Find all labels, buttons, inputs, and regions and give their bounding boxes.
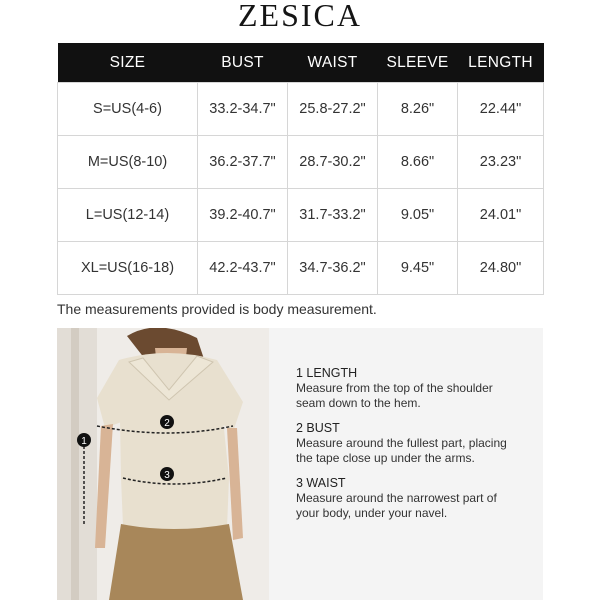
header-sleeve: SLEEVE [378, 43, 458, 83]
guide-title: 2 BUST [296, 421, 340, 435]
guide-text: your body, under your navel. [296, 506, 448, 520]
cell-waist: 25.8-27.2" [288, 83, 378, 136]
guide-text: seam down to the hem. [296, 396, 421, 410]
table-row [58, 189, 544, 242]
skirt [109, 524, 243, 600]
header-length: LENGTH [458, 43, 544, 83]
header-waist: WAIST [288, 43, 378, 83]
cell-size: L=US(12-14) [58, 189, 198, 242]
guide-item-bust [296, 421, 536, 466]
cell-waist: 28.7-30.2" [288, 136, 378, 189]
cell-waist: 34.7-36.2" [288, 242, 378, 295]
measurement-note: The measurements provided is body measurement. [57, 301, 377, 317]
cell-size: S=US(4-6) [58, 83, 198, 136]
guide-item-waist [296, 476, 536, 521]
cell-size: M=US(8-10) [58, 136, 198, 189]
cell-sleeve: 9.05" [378, 189, 458, 242]
guide-text: Measure around the fullest part, placing [296, 436, 507, 450]
model-photo [57, 328, 269, 600]
cell-bust: 36.2-37.7" [198, 136, 288, 189]
guide-item-length [296, 366, 536, 411]
cell-length: 24.80" [458, 242, 544, 295]
guide-text: Measure around the narrowest part of [296, 491, 497, 505]
guide-text: the tape close up under the arms. [296, 451, 475, 465]
table-row [58, 136, 544, 189]
cell-bust: 33.2-34.7" [198, 83, 288, 136]
cell-sleeve: 9.45" [378, 242, 458, 295]
cell-waist: 31.7-33.2" [288, 189, 378, 242]
cell-sleeve: 8.26" [378, 83, 458, 136]
table-header-row [58, 43, 544, 83]
measurement-guide-panel [57, 328, 543, 600]
cell-bust: 39.2-40.7" [198, 189, 288, 242]
marker-1-label: 1 [81, 436, 87, 447]
guide-title: 3 WAIST [296, 476, 346, 490]
cell-sleeve: 8.66" [378, 136, 458, 189]
size-chart-table [57, 43, 544, 295]
sweater [119, 353, 229, 531]
header-bust: BUST [198, 43, 288, 83]
table-row [58, 83, 544, 136]
cell-length: 23.23" [458, 136, 544, 189]
guide-text: Measure from the top of the shoulder [296, 381, 493, 395]
table-row [58, 242, 544, 295]
marker-2-label: 2 [164, 418, 170, 429]
guide-title: 1 LENGTH [296, 366, 358, 380]
brand-logo: ZESICA [238, 0, 362, 33]
header-size: SIZE [58, 43, 198, 83]
measurement-instructions [296, 366, 536, 531]
cell-bust: 42.2-43.7" [198, 242, 288, 295]
cell-length: 24.01" [458, 189, 544, 242]
marker-3-label: 3 [164, 470, 170, 481]
cell-length: 22.44" [458, 83, 544, 136]
cell-size: XL=US(16-18) [58, 242, 198, 295]
